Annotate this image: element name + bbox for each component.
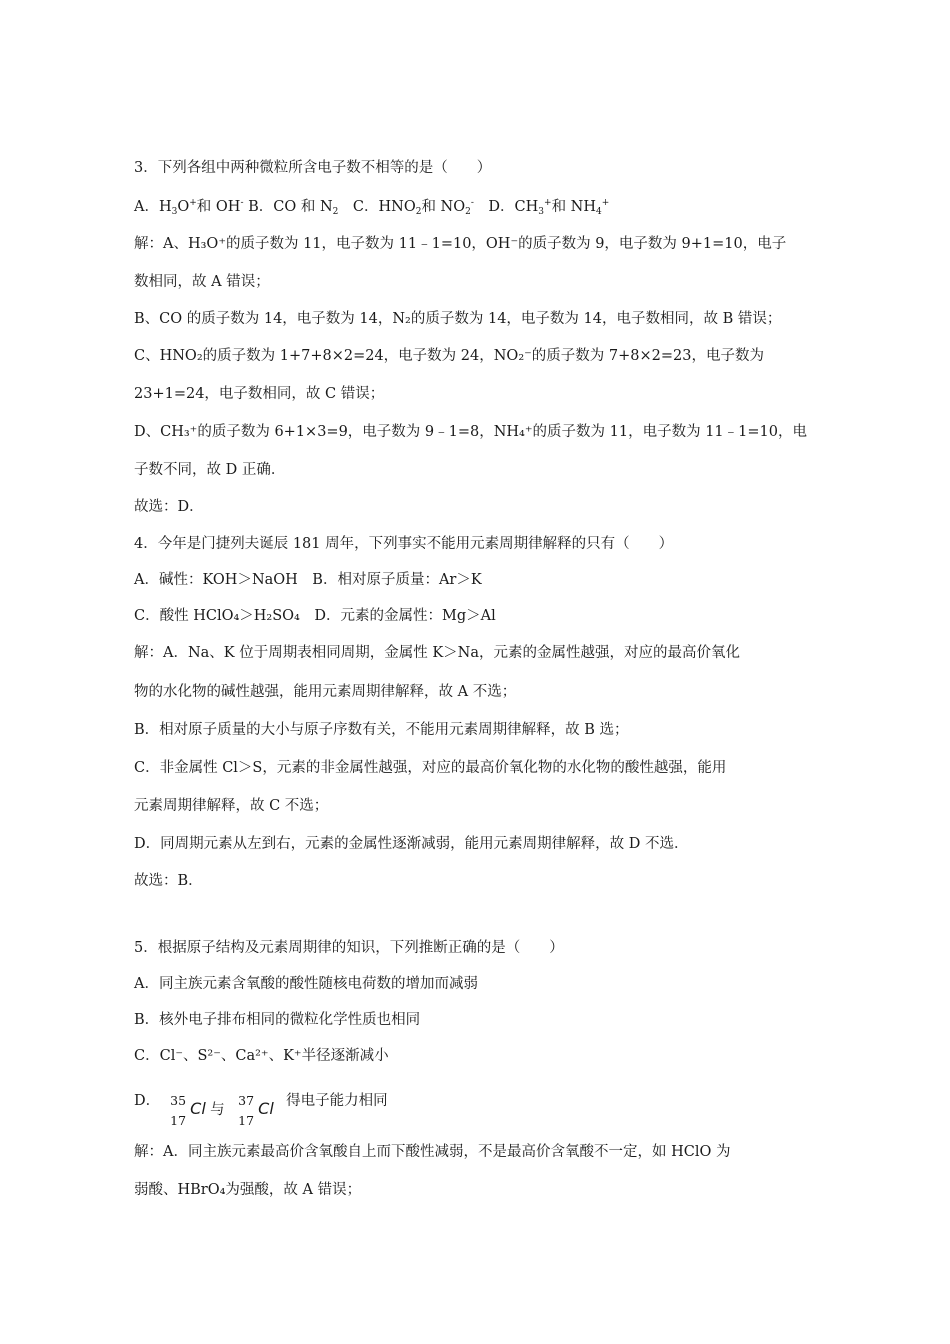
option-d-label: D． [134, 1093, 161, 1109]
q3-solution-line: 23+1=24，电子数相同，故 C 错误； [134, 386, 385, 402]
q5-solution-line: 解：A．同主族元素最高价含氧酸自上而下酸性减弱，不是最高价含氧酸不一定，如 HClO 为 [134, 1144, 731, 1160]
q4-options-line: C．酸性 HClO₄＞H₂SO₄ D．元素的金属性：Mg＞Al [134, 608, 496, 624]
isotope-cl37: 37 17 Cl [238, 1093, 274, 1128]
q5-option-c: C．Cl⁻、S²⁻、Ca²⁺、K⁺半径逐渐减小 [134, 1048, 389, 1064]
q5-option-d: D． 35 17 Cl 与 37 17 Cl 得电子能力相同 [134, 1082, 388, 1120]
q3-solution-line: 数相同，故 A 错误； [134, 274, 270, 290]
q5-option-b: B．核外电子排布相同的微粒化学性质也相同 [134, 1012, 421, 1028]
q4-solution-line: D．同周期元素从左到右，元素的金属性逐渐减弱，能用元素周期律解释，故 D 不选． [134, 836, 689, 852]
q3-solution-line: D、CH₃⁺的质子数为 6+1×3=9，电子数为 9﹣1=8，NH₄⁺的质子数为 11，电子数为 11﹣1=10，电 [134, 424, 807, 440]
q3-solution-line: C、HNO₂的质子数为 1+7+8×2=24，电子数为 24，NO₂⁻的质子数为 7+8×2=23，电子数为 [134, 348, 764, 364]
q5-title: 5．根据原子结构及元素周期律的知识，下列推断正确的是（ ） [134, 940, 564, 956]
q4-answer: 故选：B． [134, 873, 203, 889]
q3-solution-line: 子数不同，故 D 正确． [134, 462, 286, 478]
q5-solution-line: 弱酸、HBrO₄为强酸，故 A 错误； [134, 1182, 362, 1198]
q4-solution-line: 物的水化物的碱性越强，能用元素周期律解释，故 A 不选； [134, 684, 517, 700]
q4-title: 4．今年是门捷列夫诞辰 181 周年，下列事实不能用元素周期律解释的只有（ ） [134, 536, 674, 552]
q3-solution-line: 解：A、H₃O⁺的质子数为 11，电子数为 11﹣1=10，OH⁻的质子数为 9，电子数为 9+1=10，电子 [134, 236, 787, 252]
q4-options-line: A．碱性：KOH＞NaOH B．相对原子质量：Ar＞K [134, 572, 482, 588]
q3-options: A．$H_3O^+$和 OH- B．CO 和 $N_2$ C．$HNO_2$和 $NO_2^-$ D．$CH_3^+$和 $NH_4^+$ [134, 198, 610, 217]
q4-solution-line: C．非金属性 Cl＞S，元素的非金属性越强，对应的最高价氧化物的水化物的酸性越强，能用 [134, 760, 727, 776]
q4-solution-line: 元素周期律解释，故 C 不选； [134, 798, 329, 814]
q3-solution-line: B、CO 的质子数为 14，电子数为 14，N₂的质子数为 14，电子数为 14，电子数相同，故 B 错误； [134, 311, 782, 327]
q5-option-a: A．同主族元素含氧酸的酸性随核电荷数的增加而减弱 [134, 976, 478, 992]
q4-solution-line: B．相对原子质量的大小与原子序数有关，不能用元素周期律解释，故 B 选； [134, 722, 629, 738]
q4-solution-line: 解：A．Na、K 位于周期表相同周期，金属性 K＞Na，元素的金属性越强，对应的最高价氧化 [134, 645, 741, 661]
isotope-cl35: 35 17 Cl 与 [170, 1093, 225, 1128]
q3-answer: 故选：D． [134, 499, 204, 515]
q3-title: 3．下列各组中两种微粒所含电子数不相等的是（ ） [134, 160, 492, 176]
